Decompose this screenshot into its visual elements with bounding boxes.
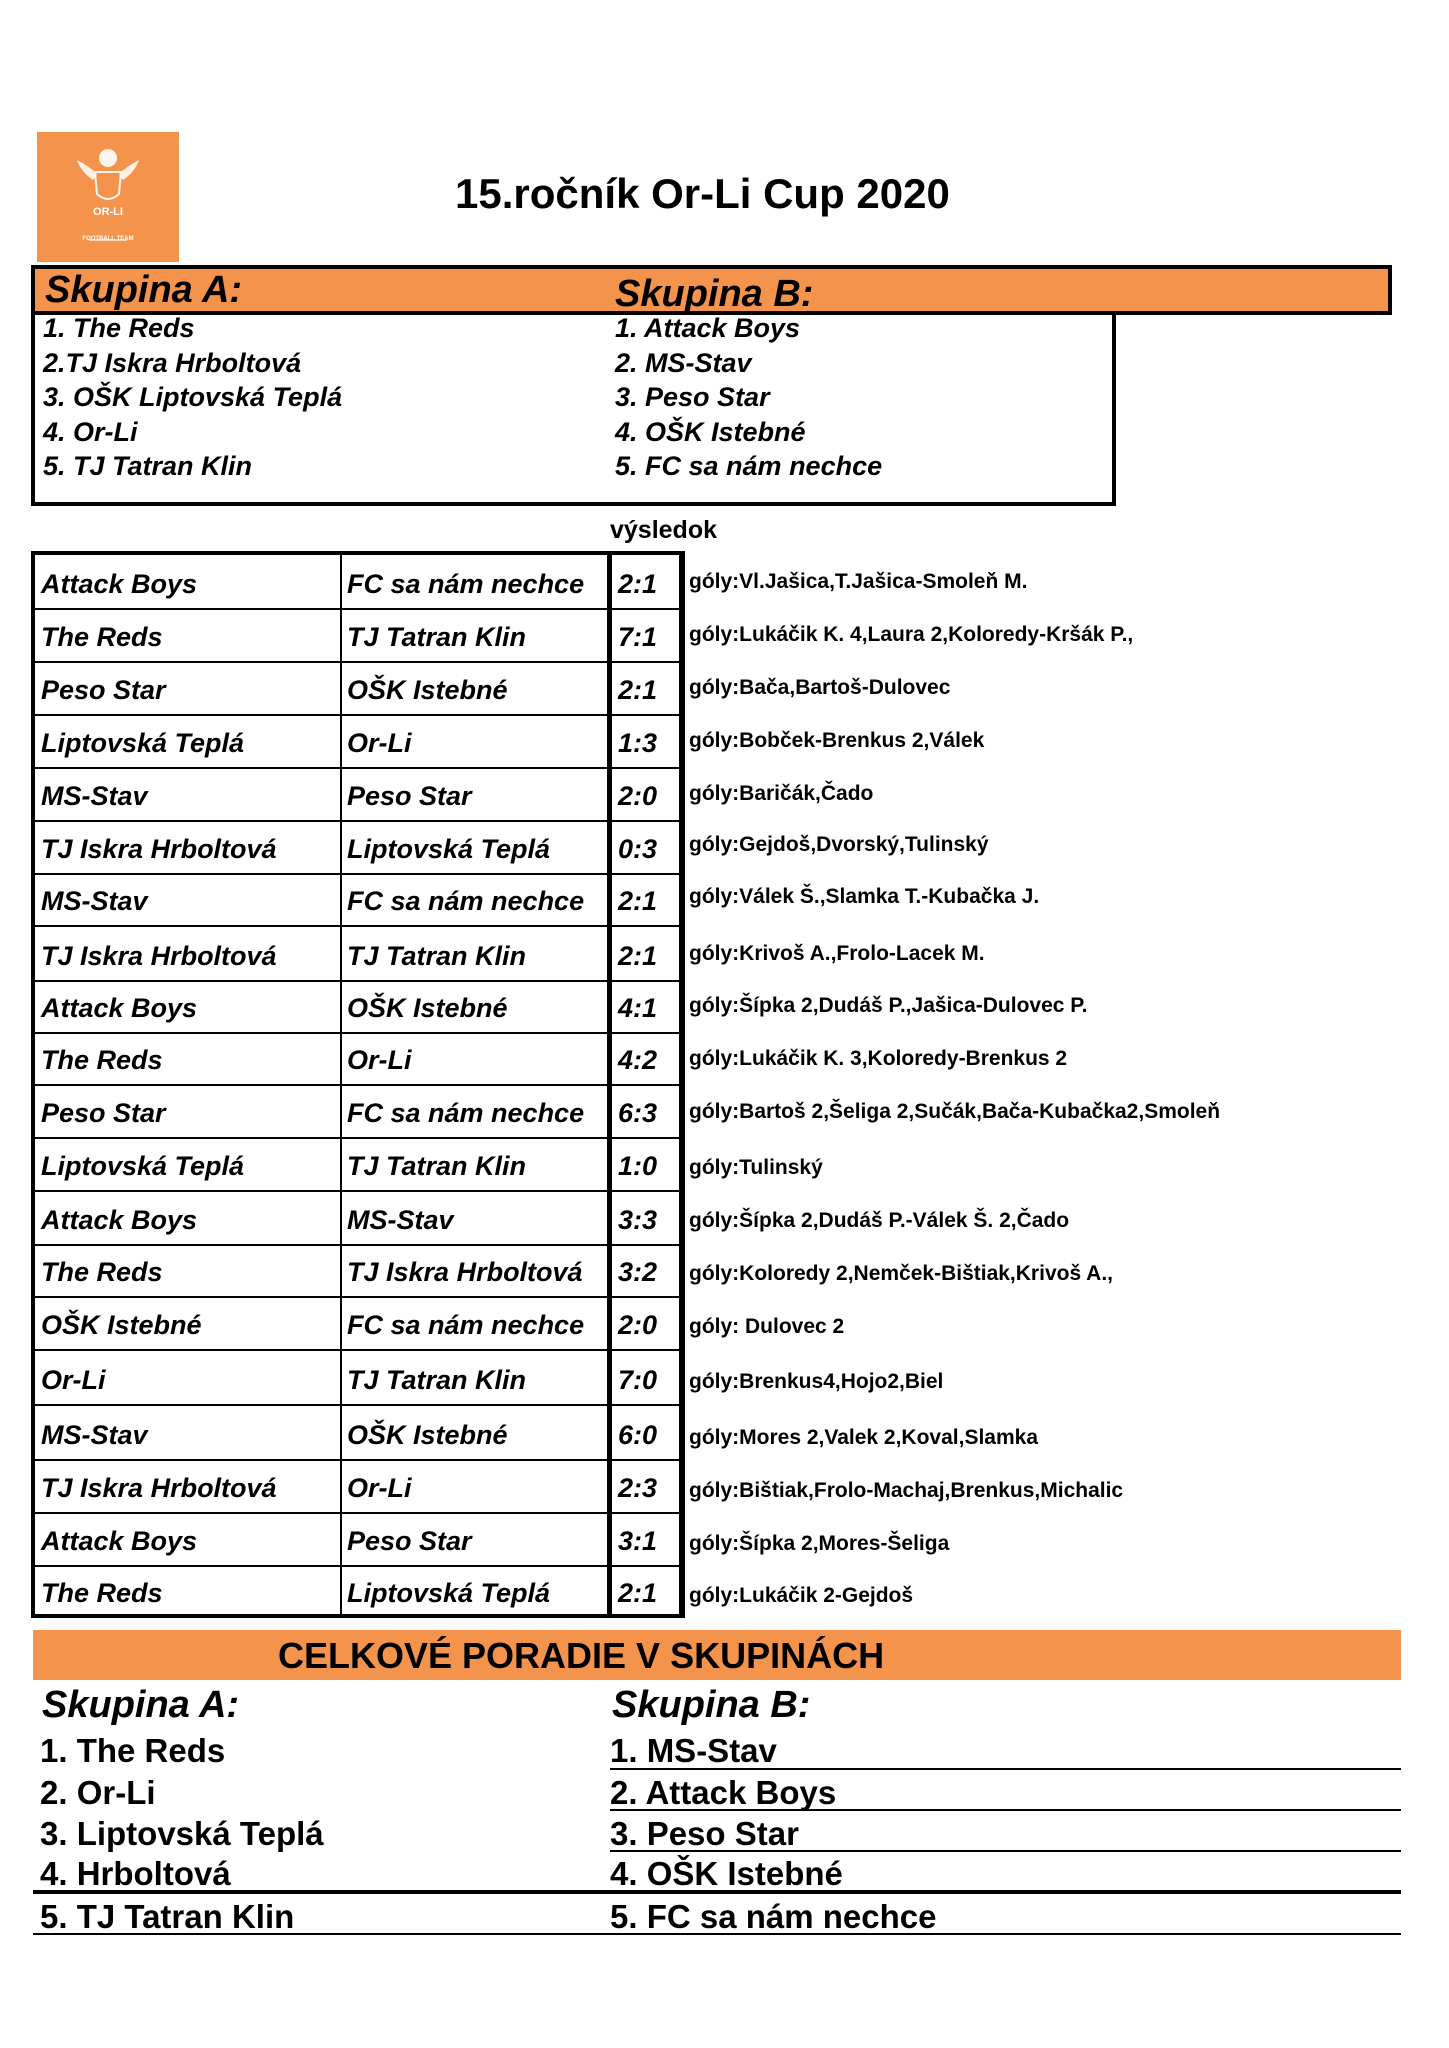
goal-scorers: góly:Lukáčik 2-Gejdoš (689, 1584, 914, 1607)
group-b-team: 4. OŠK Istebné (615, 416, 806, 447)
away-team: Or-Li (347, 1473, 412, 1503)
match-row (35, 820, 681, 875)
standings-group-b-team: 5. FC sa nám nechce (610, 1898, 937, 1935)
standings-row (33, 1728, 1401, 1768)
home-team: Attack Boys (41, 1526, 198, 1556)
matches-table (31, 551, 685, 1618)
match-score: 3:3 (617, 1205, 657, 1235)
match-row (35, 608, 681, 663)
away-team: Peso Star (347, 781, 472, 811)
team-logo (37, 132, 179, 262)
home-team: Liptovská Teplá (41, 1151, 245, 1181)
goal-scorers: góly:Šípka 2,Dudáš P.-Válek Š. 2,Čado (689, 1209, 1070, 1232)
home-team: MS-Stav (41, 781, 148, 811)
goal-scorers: góly:Brenkus4,Hojo2,Biel (689, 1370, 944, 1393)
group-a-team: 1. The Reds (43, 313, 195, 343)
match-row (35, 1406, 681, 1461)
goal-scorers: góly:Krivoš A.,Frolo-Lacek M. (689, 942, 985, 965)
away-team: OŠK Istebné (347, 1420, 508, 1450)
goal-scorers: góly:Vl.Jašica,T.Jašica-Smoleň M. (689, 570, 1028, 593)
groups-header (31, 265, 1392, 315)
match-score: 6:0 (617, 1420, 657, 1450)
match-row (35, 1459, 681, 1514)
match-row (35, 767, 681, 822)
home-team: Attack Boys (41, 569, 198, 599)
away-team: Liptovská Teplá (347, 1578, 551, 1608)
match-score: 4:2 (617, 1045, 657, 1075)
group-a-list (43, 311, 342, 484)
home-team: Liptovská Teplá (41, 728, 245, 758)
standings-row (33, 1851, 1401, 1891)
home-team: TJ Iskra Hrboltová (41, 1473, 277, 1503)
match-score: 2:1 (617, 675, 657, 705)
group-a-team: 2.TJ Iskra Hrboltová (43, 347, 302, 378)
match-row (35, 927, 681, 982)
goal-scorers: góly:Baričák,Čado (689, 782, 874, 805)
goal-scorers: góly:Koloredy 2,Nemček-Bištiak,Krivoš A., (689, 1262, 1114, 1285)
away-team: FC sa nám nechce (347, 1098, 585, 1128)
standings-row (33, 1894, 1401, 1934)
away-team: Liptovská Teplá (347, 834, 551, 864)
standings-divider (33, 1933, 1401, 1935)
group-b-title: Skupina B: (615, 273, 814, 315)
goal-scorers: góly:Bištiak,Frolo-Machaj,Brenkus,Michalic (689, 1479, 1124, 1502)
away-team: FC sa nám nechce (347, 886, 585, 916)
group-a-team: 4. Or-Li (43, 416, 138, 447)
group-a-team: 3. OŠK Liptovská Teplá (43, 382, 343, 412)
home-team: MS-Stav (41, 886, 148, 916)
away-team: TJ Tatran Klin (347, 622, 527, 652)
standings-group-b-team: 1. MS-Stav (610, 1732, 777, 1769)
goal-scorers: góly:Lukáčik K. 3,Koloredy-Brenkus 2 (689, 1047, 1068, 1070)
match-score: 4:1 (617, 993, 657, 1023)
goal-scorers: góly:Bobček-Brenkus 2,Válek (689, 729, 985, 752)
group-b-team: 2. MS-Stav (615, 347, 752, 378)
standings-group-a-team: 3. Liptovská Teplá (40, 1815, 324, 1852)
home-team: Or-Li (41, 1365, 106, 1395)
standings-group-b-team: 2. Attack Boys (610, 1774, 837, 1811)
standings-group-b-team: 4. OŠK Istebné (610, 1855, 843, 1892)
match-row (35, 979, 681, 1034)
match-row (35, 1296, 681, 1351)
home-team: TJ Iskra Hrboltová (41, 834, 277, 864)
match-row (35, 555, 681, 610)
home-team: TJ Iskra Hrboltová (41, 941, 277, 971)
standings-group-b-title: Skupina B: (612, 1684, 811, 1726)
home-team: The Reds (41, 1578, 163, 1608)
group-b-team: 3. Peso Star (615, 382, 770, 412)
away-team: OŠK Istebné (347, 675, 508, 705)
match-score: 0:3 (617, 834, 657, 864)
match-score: 6:3 (617, 1098, 657, 1128)
away-team: OŠK Istebné (347, 993, 508, 1023)
goal-scorers: góly:Lukáčik K. 4,Laura 2,Koloredy-Kršák P., (689, 623, 1134, 646)
home-team: The Reds (41, 1045, 163, 1075)
goal-scorers: góly:Gejdoš,Dvorský,Tulinský (689, 833, 989, 856)
group-a-team: 5. TJ Tatran Klin (43, 451, 253, 481)
result-column-header: výsledok (610, 516, 718, 544)
match-score: 2:1 (617, 886, 657, 916)
standings-divider (33, 1890, 1401, 1894)
group-b-list (615, 311, 882, 484)
away-team: Peso Star (347, 1526, 472, 1556)
match-score: 3:2 (617, 1257, 657, 1287)
home-team: Peso Star (41, 1098, 166, 1128)
goal-scorers: góly:Bača,Bartoš-Dulovec (689, 676, 951, 699)
match-row (35, 1137, 681, 1192)
home-team: MS-Stav (41, 1420, 148, 1450)
standings-row (33, 1770, 1401, 1810)
away-team: Or-Li (347, 1045, 412, 1075)
match-score: 3:1 (617, 1526, 657, 1556)
group-b-team: 5. FC sa nám nechce (615, 451, 883, 481)
goal-scorers: góly:Válek Š.,Slamka T.-Kubačka J. (689, 885, 1040, 908)
away-team: FC sa nám nechce (347, 569, 585, 599)
logo-text: OR-LI (93, 206, 123, 218)
away-team: FC sa nám nechce (347, 1310, 585, 1340)
goal-scorers: góly:Mores 2,Valek 2,Koval,Slamka (689, 1426, 1039, 1449)
goal-scorers: góly:Šípka 2,Mores-Šeliga (689, 1532, 950, 1555)
standings-divider (610, 1809, 1401, 1811)
away-team: TJ Iskra Hrboltová (347, 1257, 583, 1287)
standings-group-a-title: Skupina A: (42, 1684, 240, 1726)
group-b-team: 1. Attack Boys (615, 313, 801, 343)
standings-group-a-team: 5. TJ Tatran Klin (40, 1898, 295, 1935)
match-row (35, 1512, 681, 1567)
away-team: TJ Tatran Klin (347, 1365, 527, 1395)
match-row (35, 714, 681, 769)
match-score: 2:0 (617, 781, 657, 811)
match-score: 2:1 (617, 569, 657, 599)
standings-divider (610, 1768, 1401, 1770)
standings-group-b-team: 3. Peso Star (610, 1815, 799, 1852)
home-team: Peso Star (41, 675, 166, 705)
match-score: 7:1 (617, 622, 657, 652)
match-score: 2:0 (617, 1310, 657, 1340)
groups-box (31, 311, 1116, 506)
goal-scorers: góly:Tulinský (689, 1156, 823, 1179)
standings-divider (610, 1850, 1401, 1852)
standings-header (33, 1630, 1401, 1680)
standings-group-a-team: 2. Or-Li (40, 1774, 156, 1811)
home-team: The Reds (41, 622, 163, 652)
standings-group-a-team: 4. Hrboltová (40, 1855, 231, 1892)
match-row (35, 1191, 681, 1246)
away-team: TJ Tatran Klin (347, 941, 527, 971)
goal-scorers: góly:Bartoš 2,Šeliga 2,Sučák,Bača-Kubačka2,Smoleň (689, 1100, 1221, 1123)
match-score: 2:3 (617, 1473, 657, 1503)
home-team: Attack Boys (41, 1205, 198, 1235)
group-a-title: Skupina A: (45, 269, 243, 311)
standings-row (33, 1811, 1401, 1851)
match-score: 1:0 (617, 1151, 657, 1181)
match-score: 1:3 (617, 728, 657, 758)
match-score: 2:1 (617, 1578, 657, 1608)
match-row (35, 1564, 681, 1617)
home-team: OŠK Istebné (41, 1310, 202, 1340)
standings-group-a-team: 1. The Reds (40, 1732, 226, 1769)
match-row (35, 1084, 681, 1139)
match-row (35, 1351, 681, 1406)
goal-scorers: góly: Dulovec 2 (689, 1315, 845, 1338)
away-team: Or-Li (347, 728, 412, 758)
match-row (35, 661, 681, 716)
match-score: 7:0 (617, 1365, 657, 1395)
home-team: Attack Boys (41, 993, 198, 1023)
away-team: TJ Tatran Klin (347, 1151, 527, 1181)
away-team: MS-Stav (347, 1205, 454, 1235)
match-row (35, 872, 681, 927)
match-score: 2:1 (617, 941, 657, 971)
standings-title: CELKOVÉ PORADIE V SKUPINÁCH (278, 1635, 885, 1676)
match-row (35, 1243, 681, 1298)
home-team: The Reds (41, 1257, 163, 1287)
match-row (35, 1031, 681, 1086)
goal-scorers: góly:Šípka 2,Dudáš P.,Jašica-Dulovec P. (689, 994, 1088, 1017)
logo-emblem-icon (37, 132, 179, 262)
logo-subtext: FOOTBALL TEAM (82, 236, 134, 242)
page-title: 15.ročník Or-Li Cup 2020 (455, 170, 950, 217)
